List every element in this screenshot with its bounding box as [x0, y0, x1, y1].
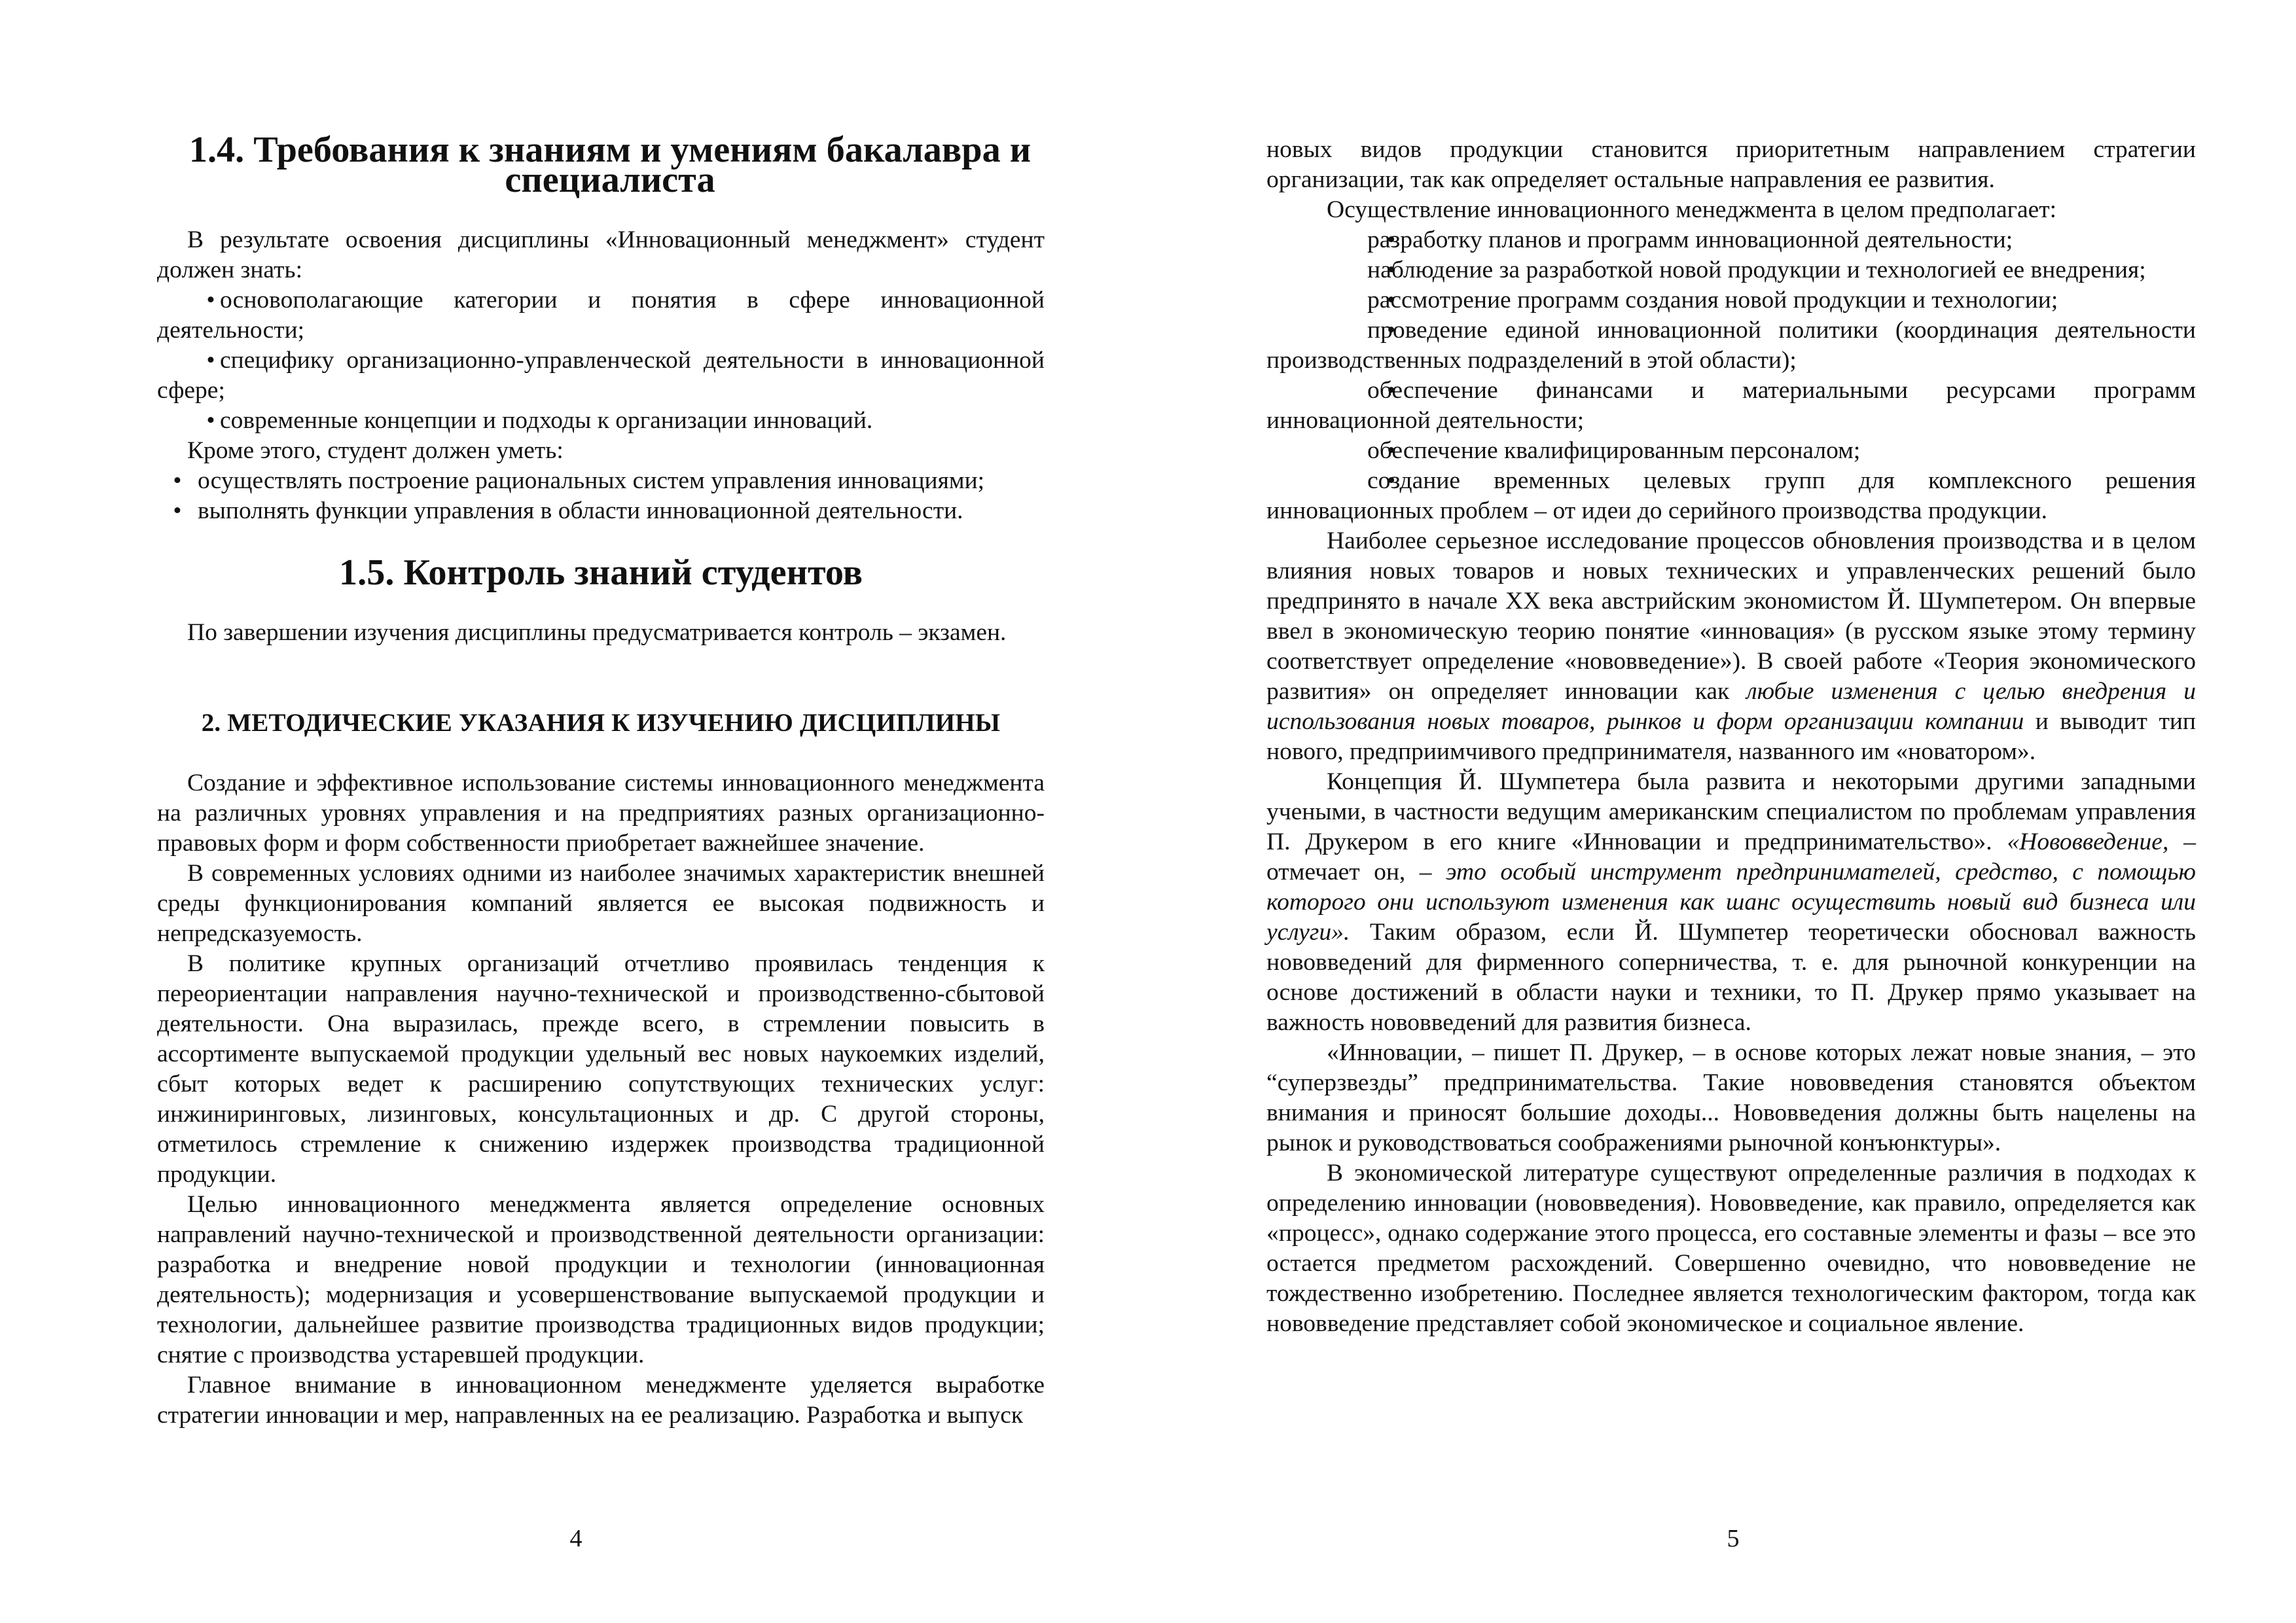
paragraph-schumpeter — [1266, 526, 2196, 767]
paragraph: Главное внимание в инновационном менеджменте уделяется выработке стратегии инновации и мер, направленных на ее реализацию. Разработка и выпуск — [157, 1372, 1045, 1429]
paragraph: Целью инновационного менеджмента является определение основных направлений научно-технической и производственной деятельности организации: разработка и внедрение новой продукции и технологии (инновационная деятельность); модернизация и усовершенствование выпускаемой продукции и технологии, дальнейшее развитие производства традиционных видов продукции; снятие с производства устаревшей продукции. — [157, 1191, 1045, 1368]
page-number: 4 — [569, 1525, 583, 1552]
paragraph-intro-mgmt: Осуществление инновационного менеджмента в целом предполагает: — [1327, 196, 2057, 223]
list-item: • создание временных целевых групп для комплексного решения инновационных проблем – от идеи до серийного производства продукции. — [1266, 466, 2196, 526]
list-item: • проведение единой инновационной политики (координация деятельности производственных подразделений в этой области); — [1266, 315, 2196, 376]
paragraph-drucker-quote: «Инновации, – пишет П. Друкер, – в основе которых лежат новые знания, – это “суперзвезды” предпринимательства. Такие нововведения становятся объектом внимания и приносят большие доходы... Нововведения должны быть нацелены на рынок и руководствоваться соображениями рыночной конъюнктуры». — [1266, 1039, 2196, 1156]
list-item: • обеспечение квалифицированным персоналом; — [1266, 436, 2196, 466]
list-item: • специфику организационно-управленческой деятельности в инновационной сфере; — [157, 346, 1045, 406]
italic-quote: «Нововведение, — [2007, 829, 2169, 855]
text-run: – отмечает он, – — [1266, 829, 2196, 885]
section-heading-1-5: 1.5. Контроль знаний студентов — [339, 552, 863, 593]
page-number: 5 — [1727, 1525, 1740, 1552]
text-run: и выводит тип нового, предприимчивого предпринимателя, названного им «новатором». — [1266, 708, 2196, 765]
paragraph-intro-know: В результате освоения дисциплины «Инновационный менеджмент» студент должен знать: — [157, 226, 1045, 283]
paragraph: В политике крупных организаций отчетливо проявилась тенденция к переориентации направления научно-технической и производственно-сбытовой деятельности. Она выразилась, прежде всего, в стремлении повысить в ассортименте выпускаемой продукции удельный вес новых наукоемких изделий, сбыт которых ведет к расширению сопутствующих технических услуг: инжиниринговых, лизинговых, консультационных и др. С другой стороны, отметилось стремление к снижению издержек производства традиционной продукции. — [157, 950, 1045, 1188]
paragraph-drucker — [1266, 767, 2196, 1038]
text-run: Наиболее серьезное исследование процессов обновления производства и в целом влияния новых товаров и новых технических и управленческих решений было предпринято в начале XX века австрийским экономистом Й. Шумпетером. Он впервые ввел в экономическую теорию понятие «инновация» (в русском языке этому термину соответствует определение «нововведение»). В своей работе «Теория экономического развития» он определяет инновации как — [1266, 527, 2196, 705]
italic-quote: любые изменения с целью внедрения и использования новых товаров, рынков и форм организации компании — [1266, 678, 2196, 735]
list-item: • современные концепции и подходы к организации инноваций. — [157, 406, 1045, 436]
paragraph-continuation: новых видов продукции становится приоритетным направлением стратегии организации, так как определяет остальные направления ее развития. — [1266, 136, 2196, 193]
list-item: • разработку планов и программ инновационной деятельности; — [1266, 225, 2196, 255]
can-list — [157, 466, 1045, 526]
italic-quote: это особый инструмент предпринимателей, средство, с помощью которого они используют изменения как шанс осуществить новый вид бизнеса или услуги». — [1266, 859, 2196, 946]
list-item: • выполнять функции управления в области инновационной деятельности. — [157, 496, 1045, 526]
section-heading-1-4: 1.4. Требования к знаниям и умениям бакалавра и специалиста — [188, 130, 1031, 200]
text-run: Концепция Й. Шумпетера была развита и некоторыми другими западными учеными, в частности ведущим американским специалистом по проблемам управления П. Друкером в его книге «Инновации и предпринимательство». — [1266, 768, 2196, 855]
list-item: • обеспечение финансами и материальными ресурсами программ инновационной деятельности; — [1266, 376, 2196, 436]
paragraph-literature: В экономической литературе существуют определенные различия в подходах к определению инновации (нововведения). Нововведение, как правило, определяется как «процесс», однако содержание этого процесса, его составные элементы и фазы – все это остается предметом расхождений. Совершенно очевидно, что нововведение не тождественно изобретению. Последнее является технологическим фактором, тогда как нововведение представляет собой экономическое и социальное явление. — [1266, 1160, 2196, 1337]
paragraph: Создание и эффективное использование системы инновационного менеджмента на различных уровнях управления и на предприятиях разных организационно-правовых форм и форм собственности приобретает важнейшее значение. — [157, 770, 1045, 857]
paragraph-control: По завершении изучения дисциплины предусматривается контроль – экзамен. — [187, 619, 1007, 646]
text-run: Таким образом, если Й. Шумпетер теоретически обосновал важность нововведений для фирменного соперничества, т. е. для рыночной конкуренции на основе достижений в области науки и техники, то П. Друкер прямо указывает на важность нововведений для развития бизнеса. — [1266, 919, 2196, 1036]
paragraph-intro-can: Кроме этого, студент должен уметь: — [187, 437, 564, 464]
list-item: • рассмотрение программ создания новой продукции и технологии; — [1266, 285, 2196, 315]
right-page — [1266, 0, 2196, 1339]
list-item: • основополагающие категории и понятия в сфере инновационной деятельности; — [157, 285, 1045, 346]
list-item: • наблюдение за разработкой новой продукции и технологией ее внедрения; — [1266, 255, 2196, 285]
list-item: • осуществлять построение рациональных систем управления инновациями; — [157, 466, 1045, 496]
paragraph: В современных условиях одними из наиболее значимых характеристик внешней среды функционирования компаний является ее высокая подвижность и непредсказуемость. — [157, 860, 1045, 947]
left-page — [157, 0, 1045, 1431]
mgmt-list — [1266, 225, 2196, 526]
know-list — [157, 285, 1045, 436]
chapter-heading-2: 2. МЕТОДИЧЕСКИЕ УКАЗАНИЯ К ИЗУЧЕНИЮ ДИСЦИПЛИНЫ — [201, 709, 1001, 737]
